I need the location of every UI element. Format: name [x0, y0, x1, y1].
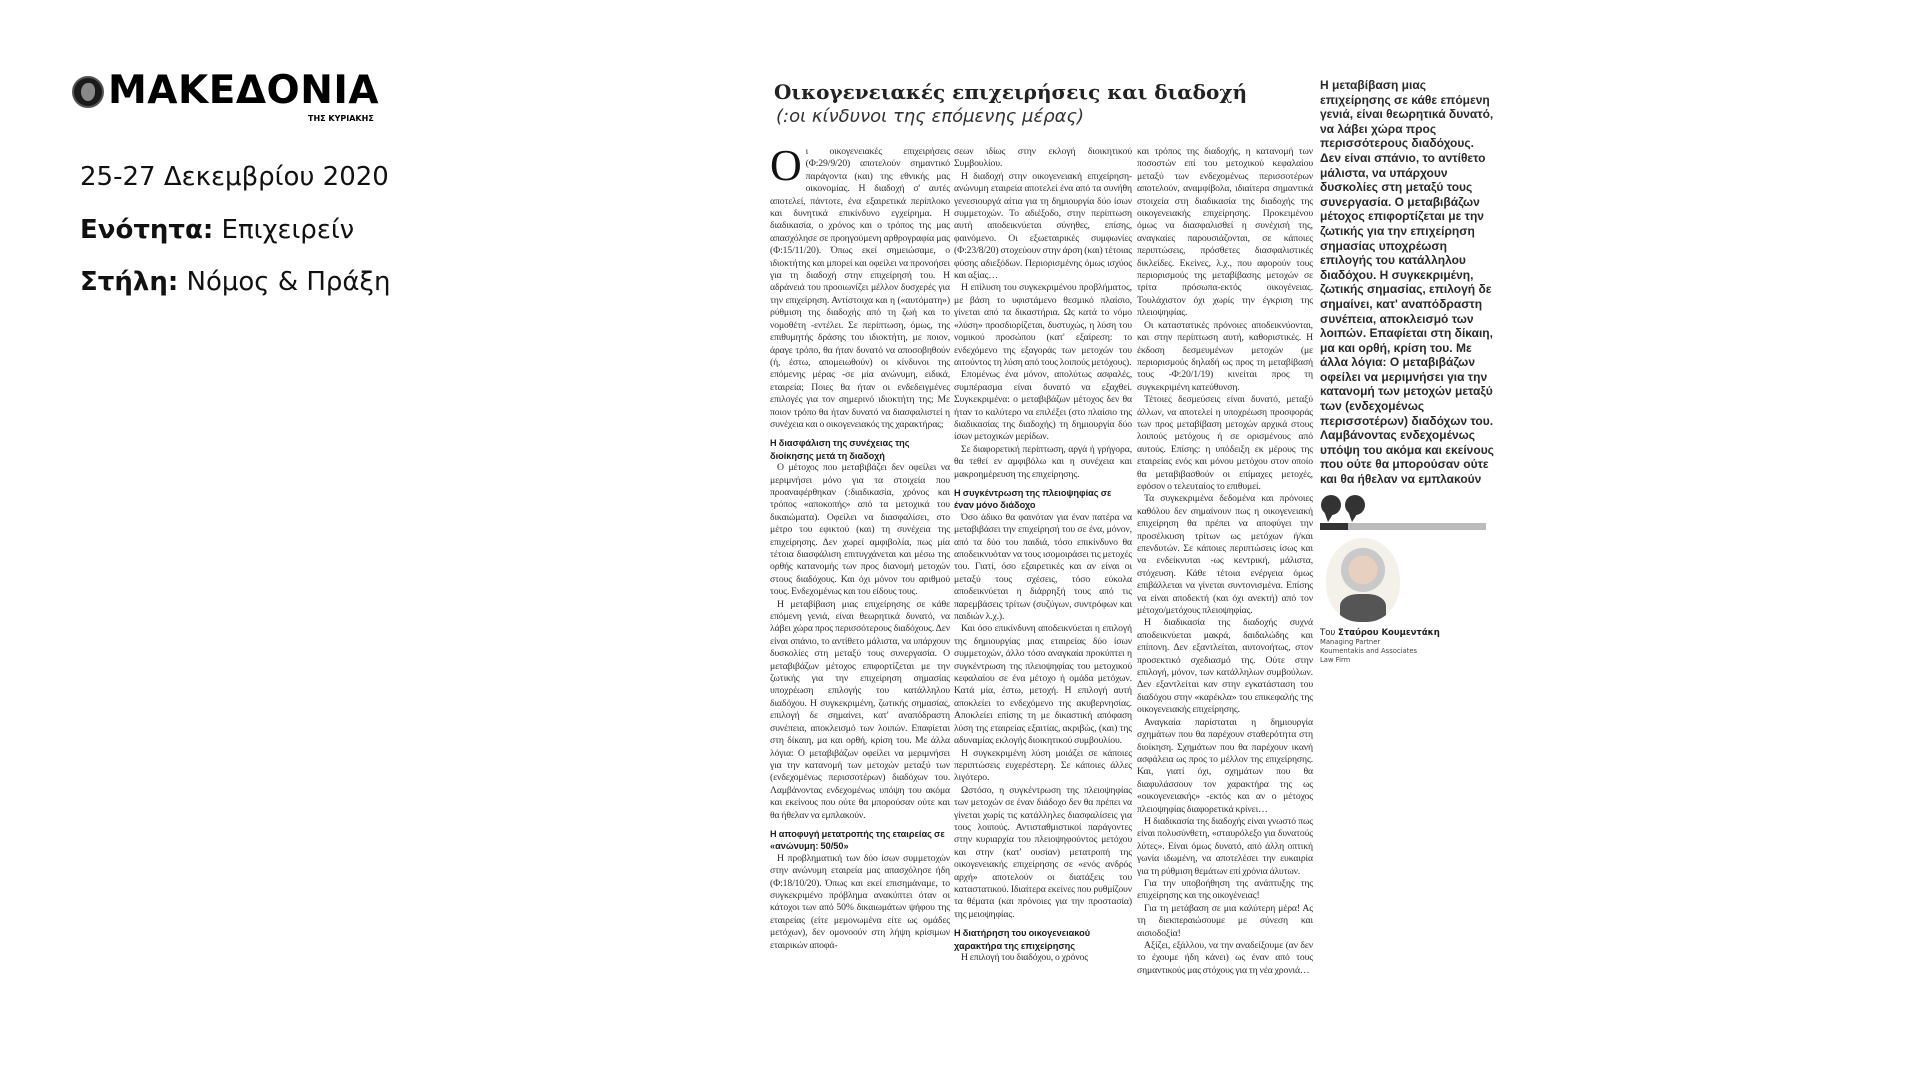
paragraph: Οι οικογενειακές επιχειρήσεις (Φ:29/9/20) αποτελούν σημαντικό παράγοντα (και) της εθνικής μας οικονομίας. Η διαδοχή σ' αυτές αποτελεί, πάντοτε, ένα εξαιρετικά περίπλοκο και δυνητικά επικίνδυνο εγχείρημα. Η διαδικασία, ο χρόνος και ο τρόπος της μας απασχόλησε σε προηγούμενη αρθρογραφία μας (Φ:15/11/20). Όπως εκεί σημειώσαμε, ο ιδιοκτήτης και μπορεί και οφείλει να προνοήσει για τη διαδοχή στην επιχείρησή του. Η αδράνειά του προοιωνίζει μέλλον δυσχερές για την επιχείρηση. Αντίστοιχα και η («αυτόματη») ρύθμιση της διαδοχής από τη ζωή και το νομοθέτη -εντέλει. Σε περίπτωση, όμως, της επιθυμητής δράσης του ιδιοκτήτη, με ποιον, άραγε τρόπο, θα ήταν δυνατό να αποσοβηθούν (ή, έστω, απομειωθούν) οι κίνδυνοι της επόμενης μέρας -σε μία ανώνυμη, ειδικά, εταιρεία; Ποιες θα ήταν οι ενδεδειγμένες επιλογές για τον σημερινό ιδιοκτήτη της; Με ποιον τρόπο θα ήταν δυνατό να διασφαλιστεί η συνέχεια και ο οικογενειακός της χαρακτήρας; — [770, 141, 950, 430]
paragraph: Η διαδικασία της διαδοχής είναι γνωστό πως είναι πολυσύνθετη, «σταυρόλεξο για δυνατούς λύτες». Είναι όμως δυνατό, από άλλη οπτική γωνία ιδωμένη, να αποτελέσει την ευκαιρία για τη ρύθμιση θεμάτων επί χρόνια άλυτων. — [1137, 815, 1313, 877]
paragraph: Οι καταστατικές πρόνοιες αποδεικνύονται, και στην περίπτωση αυτή, καθοριστικές. Η έκδοση δεσμευμένων μετοχών (με περιορισμούς δηλαδή ως προς τη μεταβίβασή τους -Φ:20/1/19) κινείται προς τη συγκεκριμένη κατεύθυνση. — [1137, 319, 1313, 393]
pull-quote: Η μεταβίβαση μιας επιχείρησης σε κάθε επόμενη γενιά, είναι θεωρητικά δυνατό, να λάβει χώρα προς περισσότερους διαδόχους. Δεν είναι σπάνιο, το αντίθετο μάλιστα, να υπάρχουν δυσκολίες στη μεταξύ τους συνεργασία. Ο μεταβιβάζων μέτοχος επιφορτίζεται με την ζωτικής για την επιχείρηση σημασίας υποχρέωση επιλογής του κατάλληλου διαδόχου. Η συγκεκριμένη, ζωτικής σημασίας, επιλογή δε σημαίνει, κατ' αναπόδραστη συνέπεια, αποκλεισμό των λοιπών. Επαφίεται στη δίκαιη, μα και ορθή, κρίση του. Με άλλα λόγια: Ο μεταβιβάζων οφείλει να μεριμνήσει για την κατανομή των μετοχών μεταξύ των (ενδεχομένως περισσοτέρων) διαδόχων του. Λαμβάνοντας ενδεχομένως υπόψη του ακόμα και εκείνους που ούτε θα μπορούσαν ούτε και θα ήθελαν να εμπλακούν — [1320, 78, 1494, 487]
paragraph: Η επίλυση του συγκεκριμένου προβλήματος, με βάση το υφιστάμενο θεσμικό πλαίσιο, γίνεται από τα δικαστήρια. Ως κατά το νόμο «λύση» προσδιορίζεται, δυστυχώς, η λύση του νομικού προσώπου (κατ' εξαίρεση: το ενδεχόμενο της εξαγοράς των μετοχών του αιτούντος τη λύση από τους λοιπούς μετόχους). — [954, 282, 1132, 368]
paragraph: Και όσο επικίνδυνη αποδεικνύεται η επιλογή της δημιουργίας μιας εταιρείας δύο ίσων συμμετοχών, άλλο τόσο αναγκαία προκύπτει η συγκέντρωση της πλειοψηφίας του μετοχικού κεφαλαίου σε ένα μέτοχο ή ομάδα μετόχων. Κατά μία, έστω, μετοχή. Η επιλογή αυτή αποκλείει το ενδεχόμενο της ακυβερνησίας. Αποκλείει επίσης τη με δικαστική απόφαση λύση της εταιρείας εξαιτίας, ακριβώς, (και) της αδυναμίας εκλογής διοικητικού συμβουλίου. — [954, 623, 1132, 747]
subheading: Η διασφάλιση της συνέχειας της διοίκησης μετά τη διαδοχή — [770, 438, 910, 461]
paragraph: Η μεταβίβαση μιας επιχείρησης σε κάθε επόμενη γενιά, είναι θεωρητικά δυνατό, να λάβει χώρα προς περισσότερους διαδόχους. Δεν είναι σπάνιο, το αντίθετο μάλιστα, να υπάρχουν δυσκολίες στη μεταξύ τους συνεργασία. Ο μεταβιβάζων μέτοχος επιφορτίζεται με την ζωτικής για την επιχείρηση σημασίας υποχρέωση επιλογής του κατάλληλου διαδόχου. Η συγκεκριμένη, ζωτικής σημασίας, επιλογή δε σημαίνει, κατ' αναπόδραστη συνέπεια, αποκλεισμό των λοιπών. Επαφίεται στη δίκαιη, μα και ορθή, κρίση του. Με άλλα λόγια: Ο μεταβιβάζων οφείλει να μεριμνήσει για την κατανομή των μετοχών μεταξύ των (ενδεχομένως περισσοτέρων) διαδόχων του. Λαμβάνοντας ενδεχομένως υπόψη του ακόμα και εκείνους που ούτε θα μπορούσαν ούτε και θα ήθελαν να εμπλακούν. — [770, 598, 950, 821]
author-byline: Του Σταύρου Κουμεντάκη — [1320, 627, 1440, 638]
paragraph: Όσο άδικο θα φαινόταν για έναν πατέρα να μεταβιβάσει την επιχείρησή του σε ένα, μόνον, από τα δύο του παιδιά, τόσο επικίνδυνο θα αποδεικνυόταν να τους ισομοιράσει τις μετοχές του. Γιατί, όσο εξαιρετικές και αν είναι οι μεταξύ τους σχέσεις, τόσο εύκολα αποδεικνύεται η διάρρηξή τους από τις παρεμβάσεις τρίτων (συζύγων, συντρόφων και παιδιών λ.χ.). — [954, 511, 1132, 623]
article-title: Οικογενειακές επιχειρήσεις και διαδοχή — [774, 80, 1248, 104]
paragraph: Η συγκεκριμένη λύση μοιάζει σε κάποιες περιπτώσεις ευχερέστερη. Σε κάποιες άλλες λιγότερο. — [954, 747, 1132, 784]
section-line — [80, 215, 354, 245]
paragraph: Η διαδοχή στην οικογενειακή επιχείρηση-ανώνυμη εταιρεία αποτελεί ένα από τα συνήθη γενεσιουργά αίτια για τη δημιουργία δύο ίσων συμμετοχών. Το αδιέξοδο, στην περίπτωση αυτή αποδεικνύεται σύνηθες, επίσης, φαινόμενο. Οι εξωεταιρικές συμφωνίες (Φ:23/8/20) στοχεύουν στην άρση (και) τέτοιας φύσης αδιεξόδων. Περιορισμένης όμως ισχύος και αξίας… — [954, 170, 1132, 282]
logo-subtitle: ΤΗΣ ΚΥΡΙΑΚΗΣ — [308, 114, 374, 123]
author-firm: Koumentakis and Associates — [1320, 646, 1418, 655]
paragraph: Αναγκαία παρίσταται η δημιουργία σχημάτων που θα παρέχουν σταθερότητα στη διοίκηση. Σχημάτων που θα παρέχουν ικανή ασφάλεια ως προς το μέλλον της επιχείρησης. Και, γιατί όχι, σχημάτων που θα διαφυλάσσουν τον χαρακτήρα της ως «οικογενειακής» -εκτός και αν ο μέτοχος πλειοψηφίας διαφορετικά κρίνει… — [1137, 716, 1313, 815]
article-column-2 — [954, 146, 1132, 964]
paragraph: Για τη μετάβαση σε μια καλύτερη μέρα! Ας τη διεκπεραιώσουμε με σύνεση και αισιοδοξία! — [1137, 902, 1313, 939]
paragraph: Επομένως ένα μόνον, απολύτως ασφαλές, συμπέρασμα είναι δυνατό να εξαχθεί. Συγκεκριμένα: ο μεταβιβάζων μέτοχος δεν θα ήταν το καλύτερο να επιλέξει (στο πλαίσιο της διαδικασίας της διαδοχής) τη δημιουργία δύο ίσων μετοχικών μερίδων. — [954, 369, 1132, 443]
paragraph: Ωστόσο, η συγκέντρωση της πλειοψηφίας των μετοχών σε έναν διάδοχο δεν θα πρέπει να γίνεται χωρίς τις κατάλληλες διασφαλίσεις για τους λοιπούς. Αντισταθμιστικοί παράγοντες στην κυριαρχία του πλειοψηφούντος μετόχου και στην (κατ' ουσίαν) μετατροπή της οικογενειακής επιχείρησης σε «ενός ανδρός αρχή» αποτελούν οι διατάξεις του καταστατικού. Ιδιαίτερα εκείνες που ρυθμίζουν τα θέματα (και πρόνοιες για την προστασία) της μειοψηφίας. — [954, 784, 1132, 920]
sidebar — [1320, 78, 1496, 665]
dropcap: Ο — [770, 141, 802, 190]
subheading: Η συγκέντρωση της πλειοψηφίας σε έναν μόνο διάδοχο — [954, 487, 1112, 511]
column-value: Νόμος & Πράξη — [178, 267, 391, 297]
paragraph: Η προβληματική των δύο ίσων συμμετοχών στην ανώνυμη εταιρεία μας απασχόλησε ήδη (Φ:18/10/20). Όπως και εκεί επισημάναμε, το συγκεκριμένο πρόβλημα ανακύπτει όταν οι κάτοχοι των από 50% δικαιωμάτων ψήφου της εταιρείας (είτε μεμονωμένα είτε ως ομάδες μετόχων), δεν ομονοούν στη λήψη κρίσιμων εταιρικών αποφά- — [770, 852, 950, 951]
section-label: Ενότητα: — [80, 215, 214, 245]
paragraph: Σε διαφορετική περίπτωση, αργά ή γρήγορα, θα τεθεί εν αμφιβόλω και η συνέχεια και μακροημέρευση της επιχείρησης. — [954, 443, 1132, 480]
column-line — [80, 267, 391, 297]
paragraph: Για την υποβοήθηση της ανάπτυξης της επιχείρησης και της οικογένειας! — [1137, 877, 1313, 902]
article-column-1 — [770, 141, 950, 952]
paragraph: Η επιλογή του διαδόχου, ο χρόνος — [961, 952, 1088, 963]
emblem-icon — [72, 76, 104, 108]
article-column-3 — [1137, 146, 1313, 977]
column-label: Στήλη: — [80, 267, 179, 297]
newspaper-logo — [72, 68, 432, 124]
paragraph: Η διαδικασία της διαδοχής συχνά αποδεικνύεται μακρά, δαιδαλώδης και επίπονη. Δεν εξαντλείται, αυτονοήτως, στον προσεκτικό σχεδιασμό της. Ούτε στην επιλογή, μόνον, των κατάλληλων συμβούλων. Δεν εξαντλείται καν στην εγκατάσταση του διαδόχου στην «καρέκλα» του επικεφαλής της οικογενειακής επιχείρησης. — [1137, 617, 1313, 716]
author-firm-type: Law Firm — [1320, 655, 1351, 664]
paragraph: Τα συγκεκριμένα δεδομένα και πρόνοιες καθόλου δεν σημαίνουν πως η οικογενειακή επιχείρηση θα πρέπει να αποφύγει την προσέλκυση τρίτων ως μετόχων ή/και επενδυτών. Σε κάποιες περιπτώσεις ίσως και να ενδείκνυται -ως κεντρική, μάλιστα, στόχευση. Κάθε τέτοια ενέργεια όμως επιβάλλεται να γίνεται συντονισμένα. Επίσης να είναι αποδεκτή (και όχι ανεκτή) από τον μέτοχο/μετόχους πλειοψηφίας. — [1137, 493, 1313, 617]
subheading: Η διατήρηση του οικογενειακού χαρακτήρα της επιχείρησης — [954, 928, 1091, 951]
divider-bar — [1320, 523, 1486, 530]
paragraph: Τέτοιες δεσμεύσεις είναι δυνατό, μεταξύ άλλων, να αποτελεί η υποχρέωση προσφοράς των προς μεταβίβαση μετοχών αρχικά στους λοιπούς μετόχους ή σε ορισμένους από αυτούς. Επίσης: η υπόδειξη εκ μέρους της εταιρείας ενός και μόνου μετόχου στον οποίο θα μεταβιβασθούν οι επίμαχες μετοχές, εφόσον ο τελευταίος το επιθυμεί. — [1137, 394, 1313, 492]
article-subtitle: (:οι κίνδυνοι της επόμενης μέρας) — [776, 106, 1085, 127]
paragraph: και τρόπος της διαδοχής, η κατανομή των ποσοστών επί του μετοχικού κεφαλαίου μεταξύ των ενδεχομένως περισσοτέρων αποτελούν, αναμφίβολα, ιδιαίτερα σημαντικά στοιχεία στη διαδικασία της διαδοχής της οικογενειακής επιχείρησης. Προκειμένου όμως να διασφαλισθεί η συνέχισή της, αναγκαίες παρουσιάζονται, σε κάποιες περιπτώσεις, πρόσθετες διασφαλιστικές δικλείδες. Εκείνες, λ.χ., που αφορούν τους περιορισμούς της μεταβίβασης μετοχών σε τρίτα πρόσωπα-εκτός οικογένειας. Τουλάχιστον όχι χωρίς την έγκριση της πλειοψηφίας. — [1137, 146, 1313, 319]
paragraph: Αξίζει, εξάλλου, να την αναδείξουμε (αν δεν το έχουμε ήδη κάνει) ως έναν από τους σημαντικούς μας στόχους για τη νέα χρονιά… — [1137, 940, 1313, 976]
author-name: Σταύρου Κουμεντάκη — [1338, 627, 1440, 638]
author-role: Managing Partner — [1320, 637, 1381, 646]
author-photo — [1326, 538, 1400, 622]
section-value: Επιχειρείν — [213, 215, 355, 245]
quote-marks-icon — [1320, 493, 1370, 523]
paragraph: σεων ιδίως στην εκλογή διοικητικού Συμβουλίου. — [954, 146, 1132, 170]
subheading: Η αποφυγή μετατροπής της εταιρείας σε «ανώνυμη: 50/50» — [770, 828, 945, 852]
publication-date: 25-27 Δεκεμβρίου 2020 — [80, 162, 389, 192]
paragraph: Ο μέτοχος που μεταβιβάζει δεν οφείλει να μεριμνήσει μόνο για τα στοιχεία που προαναφέρθηκαν (:διαδικασία, χρόνος και τρόπος «αποκοπής» από τα μετοχικά του δικαιώματα). Οφείλει να διασφαλίσει, στο μέτρο του εφικτού (και) τη συνέχεια της επιχείρησης. Δεν χωρεί αμφιβολία, πως μία τέτοια διασφάλιση επιτυγχάνεται και μέσω της ορθής κατανομής των προς διανομή μετοχών στους διαδόχους. Και όχι μόνον του αριθμού τους. Ενδεχομένως και του είδους τους. — [770, 462, 950, 598]
logo-name: ΜΑΚΕΔΟΝΙΑ — [108, 68, 380, 113]
